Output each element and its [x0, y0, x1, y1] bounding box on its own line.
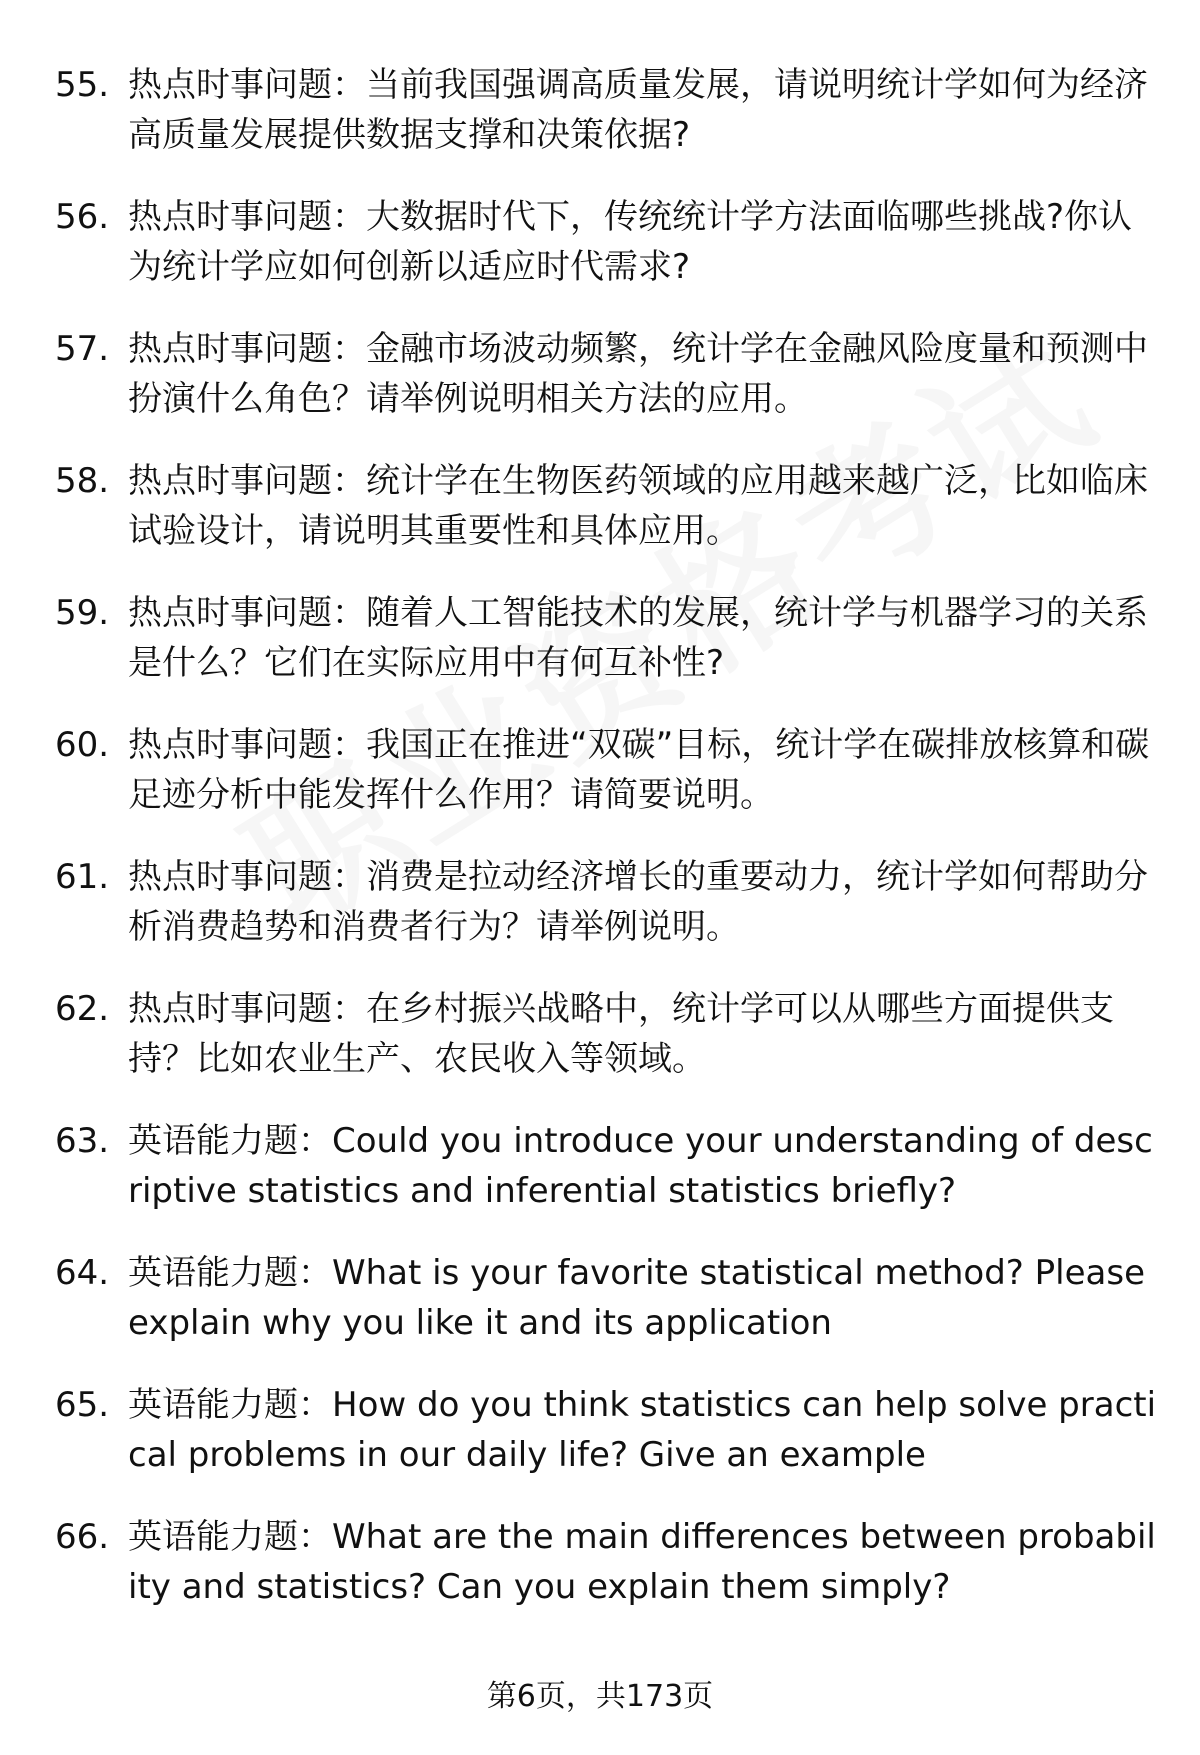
question-number: 61.: [55, 857, 110, 897]
question-number: 58.: [55, 461, 110, 501]
question-text: 英语能力题：How do you think statistics can help solve practical problems in our daily life? Give an example: [128, 1385, 1157, 1475]
question-item: [55, 192, 1165, 292]
question-number: 57.: [55, 329, 110, 369]
question-item: [55, 1248, 1165, 1348]
question-item: [55, 852, 1165, 952]
question-number: 66.: [55, 1517, 110, 1557]
question-number: 60.: [55, 725, 110, 765]
question-text: 英语能力题：What is your favorite statistical method? Please explain why you like it and its application: [128, 1253, 1145, 1343]
question-text: 热点时事问题：我国正在推进“双碳”目标，统计学在碳排放核算和碳足迹分析中能发挥什么作用？请简要说明。: [128, 725, 1150, 815]
question-item: [55, 1380, 1165, 1480]
question-text: 热点时事问题：在乡村振兴战略中，统计学可以从哪些方面提供支持？比如农业生产、农民收入等领域。: [128, 989, 1114, 1079]
question-text: 热点时事问题：随着人工智能技术的发展，统计学与机器学习的关系是什么？它们在实际应用中有何互补性?: [128, 593, 1148, 683]
question-list: [55, 60, 1165, 1644]
question-number: 65.: [55, 1385, 110, 1425]
question-item: [55, 720, 1165, 820]
question-item: [55, 588, 1165, 688]
question-number: 59.: [55, 593, 110, 633]
question-number: 55.: [55, 65, 110, 105]
question-number: 63.: [55, 1121, 110, 1161]
question-text: 热点时事问题：当前我国强调高质量发展，请说明统计学如何为经济高质量发展提供数据支撑和决策依据?: [128, 65, 1148, 155]
question-text: 热点时事问题：大数据时代下，传统统计学方法面临哪些挑战?你认为统计学应如何创新以适应时代需求?: [128, 197, 1133, 287]
question-item: [55, 1116, 1165, 1216]
question-number: 56.: [55, 197, 110, 237]
question-text: 热点时事问题：金融市场波动频繁，统计学在金融风险度量和预测中扮演什么角色？请举例说明相关方法的应用。: [128, 329, 1148, 419]
question-text: 热点时事问题：消费是拉动经济增长的重要动力，统计学如何帮助分析消费趋势和消费者行为？请举例说明。: [128, 857, 1148, 947]
page-footer: 第6页，共173页: [486, 1679, 714, 1714]
question-text: 英语能力题：Could you introduce your understanding of descriptive statistics and inferential statistics briefly?: [128, 1121, 1153, 1211]
question-item: [55, 456, 1165, 556]
question-item: [55, 60, 1165, 160]
question-item: [55, 1512, 1165, 1612]
question-number: 64.: [55, 1253, 110, 1293]
question-text: 英语能力题：What are the main differences between probability and statistics? Can you explain them simply?: [128, 1517, 1156, 1607]
question-number: 62.: [55, 989, 110, 1029]
question-item: [55, 984, 1165, 1084]
question-text: 热点时事问题：统计学在生物医药领域的应用越来越广泛，比如临床试验设计，请说明其重要性和具体应用。: [128, 461, 1148, 551]
question-item: [55, 324, 1165, 424]
